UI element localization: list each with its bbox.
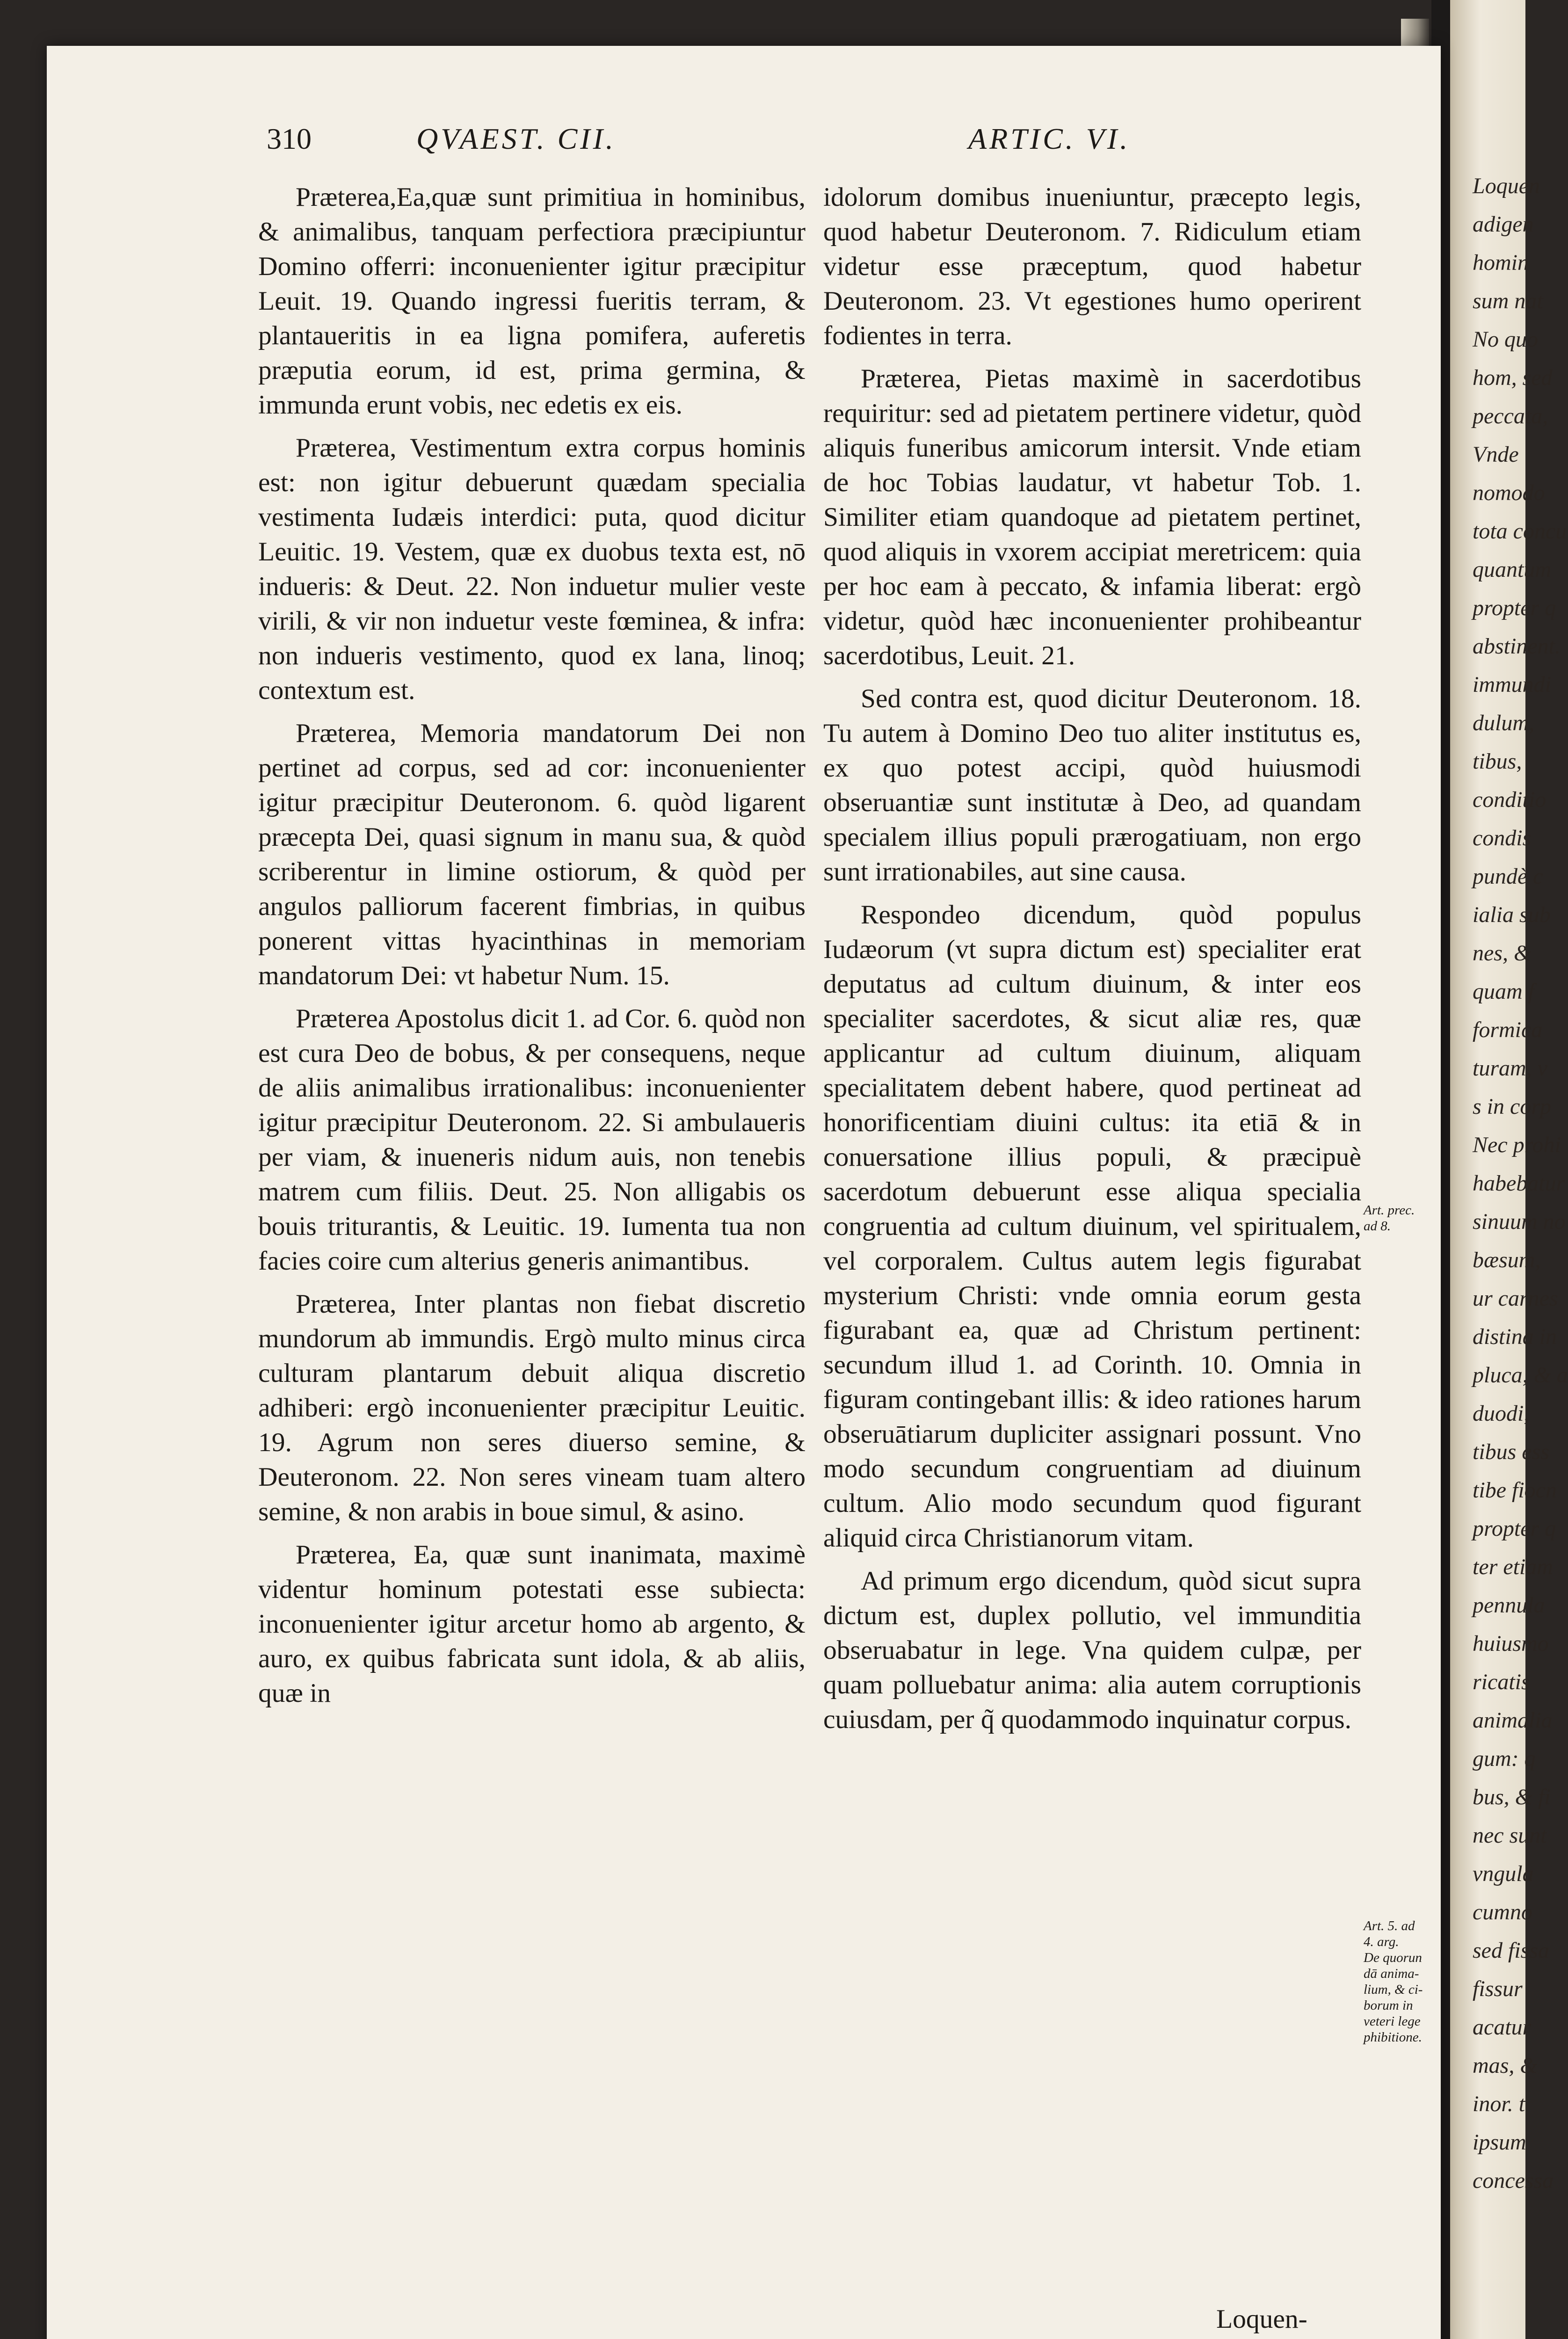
margin-note-2: Art. 5. ad 4. arg. De quorun dā anima- lium, & ci- borum in veteri lege phibitione. — [1364, 1918, 1423, 2045]
next-page-fragment: mas, & — [1473, 2053, 1538, 2078]
next-page-fragment: immundi — [1473, 672, 1551, 697]
next-page-fragment: condis — [1473, 826, 1532, 850]
paragraph: Præterea,Ea,quæ sunt primitiua in hominibus, & animalibus, tanquam perfectiora præcipiuntur Domino offerri: inconuenienter igitur præcipitur Leuit. 19. Quando ingressi fueritis terram, & plantaueritis in ea ligna pomifera, auferetis præputia eorum, id est, prima germina, & immunda erunt vobis, nec edetis ex eis. — [258, 182, 806, 420]
next-page-fragment: nomodo — [1473, 480, 1545, 505]
next-page-fragment: Vnde — [1473, 442, 1519, 467]
next-page-fragment: distina in — [1473, 1324, 1557, 1349]
left-column — [258, 180, 806, 1719]
next-page-fragment: bus, & fi — [1473, 1785, 1551, 1809]
next-page-fragment: ialia sub — [1473, 902, 1551, 927]
next-page-fragment: adigen — [1473, 212, 1534, 237]
paragraph: Sed contra est, quod dicitur Deuteronom. 18. Tu autem à Domino Deo tuo aliter institutus es, ex quo potest accipi, quòd huiusmodi obseruantiæ sunt institutæ à Deo, ad quandam specialem illius populi prærogatiuam, non ergo sunt irrationabiles, aut sine causa. — [823, 684, 1361, 886]
paragraph: Præterea Apostolus dicit 1. ad Cor. 6. quòd non est cura Deo de bobus, & per consequens, neque de aliis animalibus irrationalibus: inconuenienter igitur præcipitur Deuteronom. 22. Si ambulaueris per viam, & inueneris nidum auis, non tenebis matrem cum filiis. Deut. 25. Non alligabis os bouis triturantis, & Leuitic. 19. Iumenta tua non facies coire cum alterius generis animantibus. — [258, 1004, 806, 1276]
next-page-fragment: peccata, — [1473, 404, 1548, 429]
next-page-fragment: sum nat — [1473, 289, 1543, 313]
right-column — [823, 180, 1361, 1745]
next-page-fragment: ur carnes — [1473, 1286, 1558, 1311]
next-page-fragment: acatur — [1473, 2015, 1532, 2040]
next-page-fragment: gum: q — [1473, 1746, 1536, 1771]
next-page-fragment: habebatur — [1473, 1171, 1565, 1196]
next-page-fragment: fissur — [1473, 1976, 1523, 2001]
next-page-fragment: ipsum — [1473, 2130, 1526, 2155]
next-page-fragment: bæsum, — [1473, 1248, 1541, 1272]
page-number: 310 — [267, 122, 312, 155]
next-page-fragment: homin — [1473, 250, 1529, 275]
margin-note-1: Art. prec. ad 8. — [1364, 1203, 1415, 1234]
paragraph: Præterea, Vestimentum extra corpus hominis est: non igitur debuerunt quædam specialia vestimenta Iudæis interdici: puta, quod dicitur Leuitic. 19. Vestem, quæ ex duobus texta est, nō indueris: & Deut. 22. Non induetur mulier veste virili, & vir non induetur veste fœminea, & infra: non indueris vestimento, quod ex lana, linoq; contextum est. — [258, 433, 806, 705]
next-page-fragment: Loquen — [1473, 174, 1540, 198]
paragraph: Respondeo dicendum, quòd populus Iudæorum (vt supra dictum est) specialiter erat deputatus ad cultum diuinum, & inter eos specialiter sacerdotes, & sicut aliæ res, quæ applicantur ad cultum diuinum, aliquam specialitatem debent habere, quod pertineat ad honorificentiam diuini cultus: ita etiā & in conuersatione illius populi, & præcipuè sacerdotum debuerunt esse aliqua specialia congruentia ad cultum diuinum, vel spiritualem, vel corporalem. Cultus autem legis figurabat mysterium Christi: vnde omnia eorum gesta figurabant ea, quæ ad Christum pertinent: secundum illud 1. ad Corinth. 10. Omnia in figuram contingebant illis: & ideo rationes harum obseruātiarum dupliciter assignari possunt. Vno modo secundum congruentiam ad diuinum cultum. Alio modo secundum quod figurant aliquid circa Christianorum vitam. — [823, 900, 1361, 1553]
next-page-fragment: dulum, — [1473, 711, 1534, 735]
next-page-fragment: animalia — [1473, 1708, 1553, 1733]
next-page-fragment: pundè c — [1473, 864, 1543, 889]
next-page-fragment: propter q — [1473, 596, 1556, 620]
next-page-fragment: tota concu — [1473, 519, 1567, 544]
next-page-fragment: nes, & — [1473, 941, 1532, 966]
next-page-fragment: huiusmo — [1473, 1631, 1549, 1656]
next-page-edge — [1450, 0, 1568, 2339]
paragraph: Præterea, Memoria mandatorum Dei non pertinet ad corpus, sed ad cor: inconuenienter igitur præcipitur Deuteronom. 6. quòd ligarent præcepta Dei, quasi signum in manu sua, & quòd scriberentur in limine ostiorum, & quòd per angulos palliorum facerent fimbrias, in quibus ponerent vittas hyacinthinas in memoriam mandatorum Dei: vt habetur Num. 15. — [258, 719, 806, 990]
paragraph: Præterea, Pietas maximè in sacerdotibus requiritur: sed ad pietatem pertinere videtur, quòd aliquis funeribus amicorum intersit. Vnde etiam de hoc Tobias laudatur, vt habetur Tob. 1. Similiter etiam quandoque ad pietatem pertinet, quod aliquis in vxorem accipiat meretricem: quia per hoc eam à peccato, & infamia liberat: ergò videtur, quòd hæc inconuenienter prohibeantur sacerdotibus, Leuit. 21. — [823, 364, 1361, 670]
next-page-fragment: nec sunt — [1473, 1823, 1547, 1848]
next-page-fragment: tibus ess — [1473, 1439, 1550, 1464]
next-page-fragment: turam, v — [1473, 1056, 1547, 1081]
next-page-fragment: formica — [1473, 1017, 1543, 1042]
running-head-article: ARTIC. VI. — [968, 122, 1131, 155]
next-page-fragment: tibus, — [1473, 749, 1522, 774]
next-page-fragment: pluca, & a — [1473, 1363, 1568, 1387]
next-page-fragment: s in corp — [1473, 1094, 1551, 1119]
next-page-fragment: quantum — [1473, 557, 1551, 582]
next-page-fragment: Nec prohi — [1473, 1133, 1561, 1157]
next-page-fragment: tibe fiocn — [1473, 1478, 1557, 1503]
catchword: Loquen- — [1216, 2304, 1307, 2334]
paragraph: Præterea, Inter plantas non fiebat discretio mundorum ab immundis. Ergò multo minus circa culturam plantarum debuit aliqua discretio adhiberi: ergò inconuenienter præcipitur Leuitic. 19. Agrum non seres diuerso semine, & Deuteronom. 22. Non seres vineam tuam altero semine, & non arabis in boue simul, & asino. — [258, 1289, 806, 1526]
next-page-fragment: sinuum no — [1473, 1209, 1566, 1234]
next-page-fragment: quam f — [1473, 979, 1534, 1004]
next-page-fragment: No quo — [1473, 327, 1539, 352]
paragraph: idolorum domibus inueniuntur, præcepto legis, quod habetur Deuteronom. 7. Ridiculum etiam videtur esse præceptum, quod habetur Deuteronom. 23. Vt egestiones humo operirent fodientes in terra. — [823, 182, 1361, 350]
next-page-fragment: hom, sed — [1473, 365, 1553, 390]
next-page-fragment: ricatis — [1473, 1670, 1530, 1694]
next-page-fragment: duodi, — [1473, 1401, 1530, 1426]
running-head-question: QVAEST. CII. — [416, 122, 616, 155]
next-page-fragment: pennula — [1473, 1593, 1545, 1618]
next-page-fragment: sed fissa — [1473, 1938, 1550, 1963]
next-page-fragment: conditio — [1473, 787, 1546, 812]
next-page-fragment: inor. t — [1473, 2092, 1525, 2116]
paragraph: Præterea, Ea, quæ sunt inanimata, maximè videntur hominum potestati esse subiecta: inconuenienter igitur arcetur homo ab argento, & auro, ex quibus fabricata sunt idola, & ab aliis, quæ in — [258, 1540, 806, 1708]
running-head — [267, 122, 1216, 164]
next-page-fragment: propter q — [1473, 1516, 1556, 1541]
next-page-fragment: ter etiam — [1473, 1554, 1553, 1579]
paragraph: Ad primum ergo dicendum, quòd sicut supra dictum est, duplex pollutio, vel immunditia obseruabatur in lege. Vna quidem culpæ, per quam polluebatur anima: alia autem corruptionis cuiusdam, per q̃ quodammodo inquinatur corpus. — [823, 1566, 1361, 1734]
next-page-fragment: vngula — [1473, 1861, 1534, 1886]
next-page-fragment: cumno — [1473, 1900, 1532, 1925]
next-page-fragment: abstinent. — [1473, 634, 1561, 659]
next-page-fragment: concessa — [1473, 2168, 1554, 2193]
